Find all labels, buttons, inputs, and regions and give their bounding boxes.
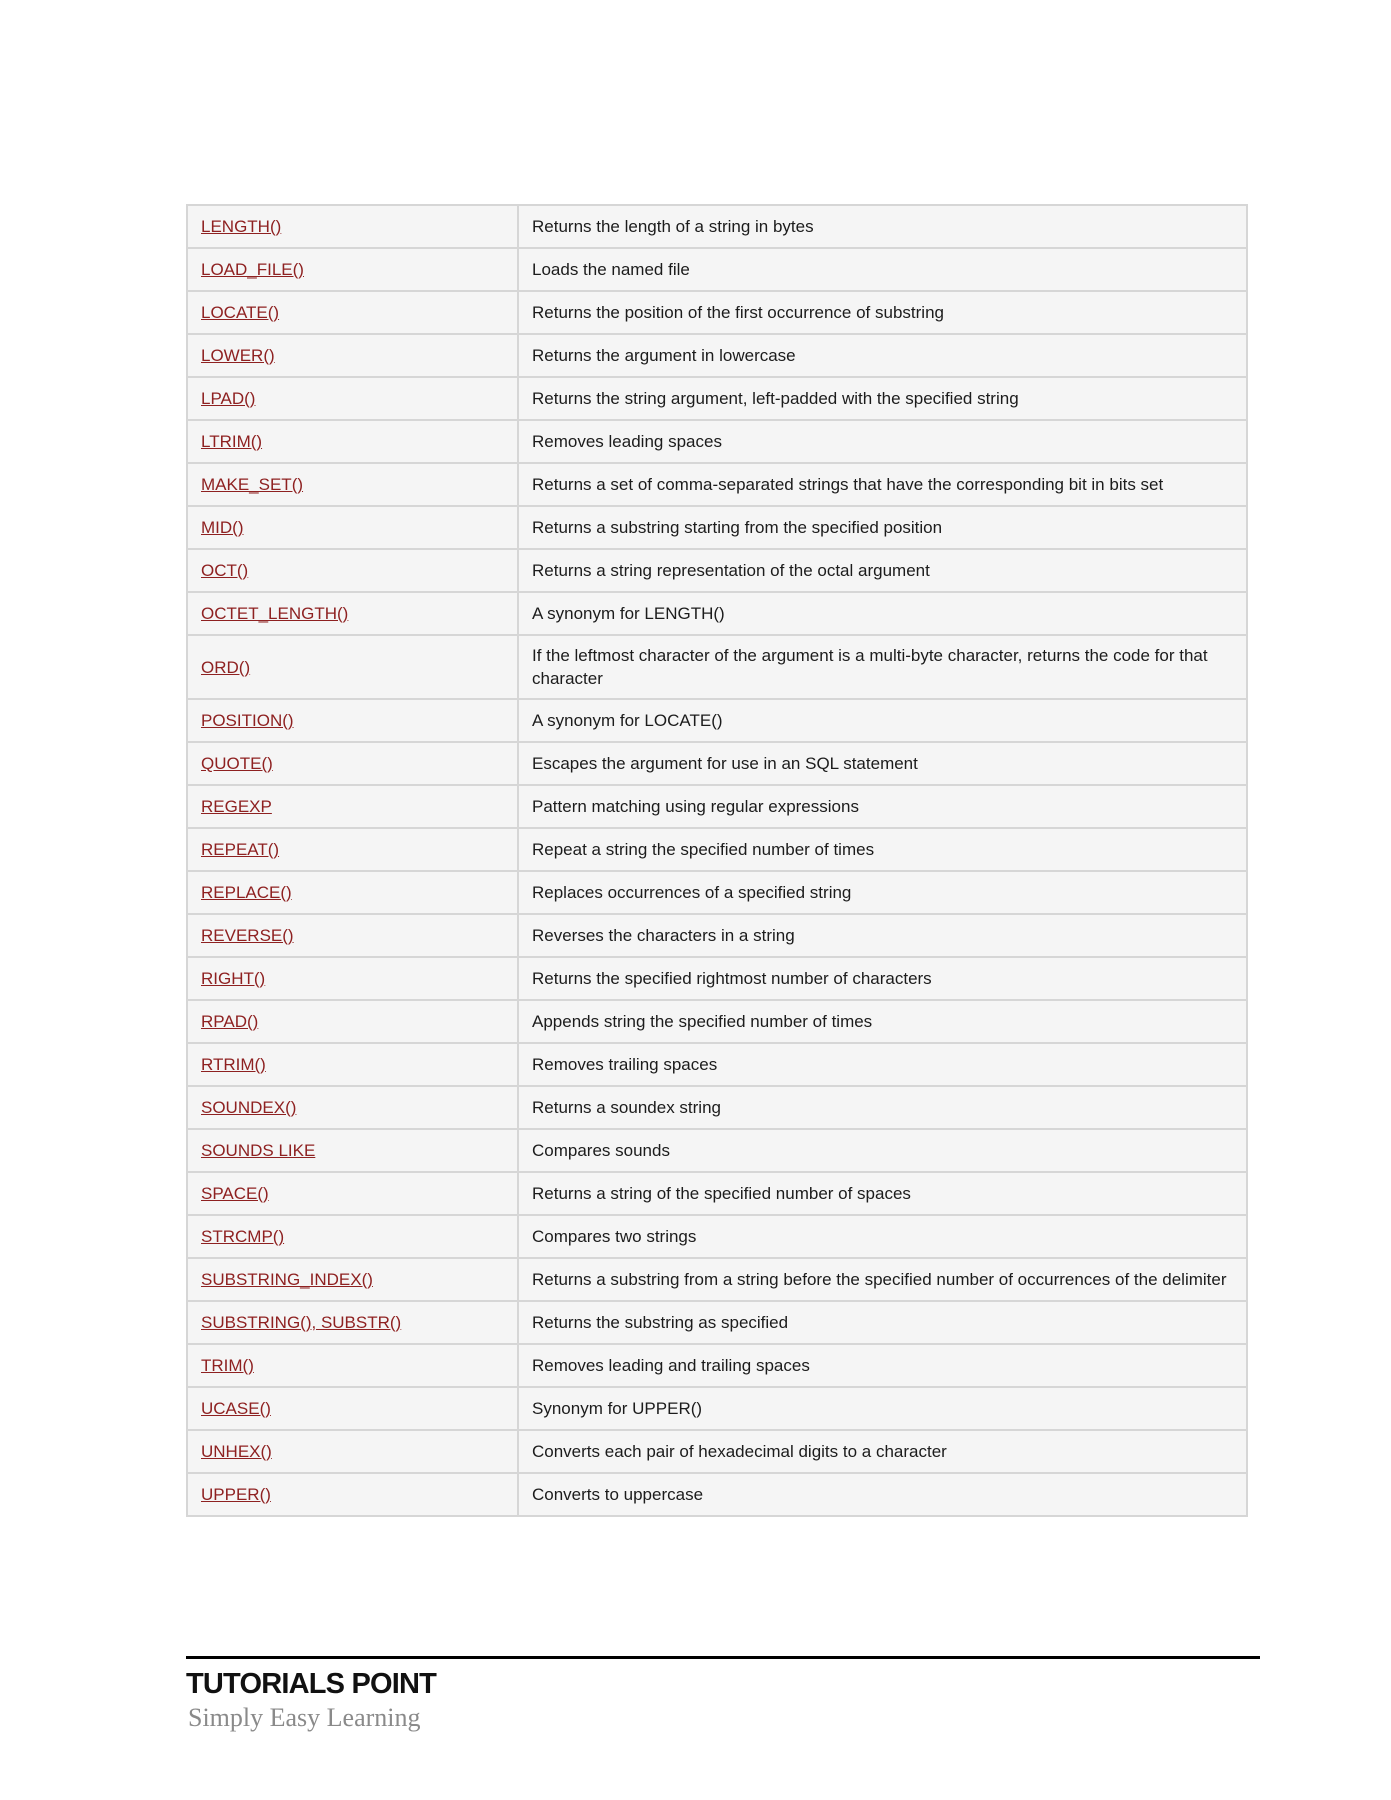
function-link[interactable]: LENGTH() [201, 217, 282, 236]
function-link[interactable]: OCTET_LENGTH() [201, 604, 349, 623]
function-description: Returns a substring starting from the specified position [518, 506, 1247, 549]
function-link[interactable]: SPACE() [201, 1184, 269, 1203]
table-row [187, 742, 1247, 785]
function-cell [187, 828, 518, 871]
table-row [187, 420, 1247, 463]
function-cell [187, 871, 518, 914]
table-row [187, 205, 1247, 248]
function-link[interactable]: SOUNDS LIKE [201, 1141, 316, 1160]
function-cell [187, 463, 518, 506]
function-link[interactable]: LOWER() [201, 346, 275, 365]
table-row [187, 828, 1247, 871]
function-cell [187, 291, 518, 334]
table-row [187, 334, 1247, 377]
function-cell [187, 334, 518, 377]
table-row [187, 1387, 1247, 1430]
function-description: Returns a string of the specified number of spaces [518, 1172, 1247, 1215]
table-row [187, 377, 1247, 420]
function-description: Returns a set of comma-separated strings that have the corresponding bit in bits set [518, 463, 1247, 506]
function-cell [187, 1473, 518, 1516]
function-description: Appends string the specified number of times [518, 1000, 1247, 1043]
function-link[interactable]: REPLACE() [201, 883, 292, 902]
function-link[interactable]: UPPER() [201, 1485, 271, 1504]
table-row [187, 871, 1247, 914]
table-row [187, 1215, 1247, 1258]
table-row [187, 549, 1247, 592]
function-description: Removes leading spaces [518, 420, 1247, 463]
function-description: Returns the argument in lowercase [518, 334, 1247, 377]
function-cell [187, 1129, 518, 1172]
function-cell [187, 248, 518, 291]
function-link[interactable]: QUOTE() [201, 754, 273, 773]
function-link[interactable]: RPAD() [201, 1012, 259, 1031]
function-cell [187, 742, 518, 785]
function-description: Returns a soundex string [518, 1086, 1247, 1129]
function-link[interactable]: ORD() [201, 657, 251, 677]
function-link[interactable]: TRIM() [201, 1356, 254, 1375]
function-link[interactable]: OCT() [201, 561, 249, 580]
table-row [187, 592, 1247, 635]
function-cell [187, 1344, 518, 1387]
function-cell [187, 1387, 518, 1430]
function-description: Replaces occurrences of a specified string [518, 871, 1247, 914]
function-description: Converts to uppercase [518, 1473, 1247, 1516]
function-description: Returns the position of the first occurrence of substring [518, 291, 1247, 334]
function-link[interactable]: SUBSTRING(), SUBSTR() [201, 1313, 402, 1332]
function-cell [187, 1000, 518, 1043]
function-cell [187, 1258, 518, 1301]
table-row [187, 785, 1247, 828]
function-cell [187, 205, 518, 248]
function-cell [187, 1172, 518, 1215]
table-row [187, 1301, 1247, 1344]
function-description: Compares sounds [518, 1129, 1247, 1172]
function-link[interactable]: RTRIM() [201, 1055, 266, 1074]
function-link[interactable]: LOAD_FILE() [201, 260, 304, 279]
table-row [187, 463, 1247, 506]
function-cell [187, 506, 518, 549]
function-description: Reverses the characters in a string [518, 914, 1247, 957]
function-description: Converts each pair of hexadecimal digits to a character [518, 1430, 1247, 1473]
function-cell [187, 1215, 518, 1258]
table-row [187, 1430, 1247, 1473]
brand-tagline: Simply Easy Learning [188, 1703, 421, 1732]
function-description: Returns the substring as specified [518, 1301, 1247, 1344]
table-row [187, 291, 1247, 334]
table-row [187, 1258, 1247, 1301]
table-row [187, 1086, 1247, 1129]
table-row [187, 635, 1247, 699]
table-row [187, 1473, 1247, 1516]
function-cell [187, 699, 518, 742]
footer-divider [186, 1656, 1260, 1659]
function-link[interactable]: STRCMP() [201, 1227, 285, 1246]
function-link[interactable]: REPEAT() [201, 840, 280, 859]
function-description: Returns the specified rightmost number of characters [518, 957, 1247, 1000]
string-functions-table [186, 204, 1248, 1517]
function-cell [187, 635, 518, 699]
table-row [187, 248, 1247, 291]
table-row [187, 699, 1247, 742]
table-row [187, 1129, 1247, 1172]
function-description: Returns the length of a string in bytes [518, 205, 1247, 248]
function-link[interactable]: REVERSE() [201, 926, 294, 945]
function-cell [187, 1086, 518, 1129]
function-cell [187, 549, 518, 592]
function-description: Removes leading and trailing spaces [518, 1344, 1247, 1387]
function-description: Escapes the argument for use in an SQL statement [518, 742, 1247, 785]
function-description: If the leftmost character of the argument is a multi-byte character, returns the code for that character [518, 635, 1247, 699]
function-cell [187, 377, 518, 420]
function-link[interactable]: UNHEX() [201, 1442, 272, 1461]
function-description: A synonym for LOCATE() [518, 699, 1247, 742]
string-functions-table-body [187, 205, 1247, 1516]
function-description: Synonym for UPPER() [518, 1387, 1247, 1430]
table-row [187, 914, 1247, 957]
function-description: Loads the named file [518, 248, 1247, 291]
function-description: Pattern matching using regular expressions [518, 785, 1247, 828]
function-cell [187, 914, 518, 957]
function-description: Returns the string argument, left-padded with the specified string [518, 377, 1247, 420]
table-row [187, 506, 1247, 549]
function-link[interactable]: SOUNDEX() [201, 1098, 297, 1117]
function-cell [187, 420, 518, 463]
function-description: Returns a substring from a string before the specified number of occurrences of the delimiter [518, 1258, 1247, 1301]
table-row [187, 1000, 1247, 1043]
function-link[interactable]: REGEXP [201, 797, 272, 816]
function-cell [187, 785, 518, 828]
function-cell [187, 1430, 518, 1473]
function-description: Returns a string representation of the octal argument [518, 549, 1247, 592]
table-row [187, 957, 1247, 1000]
function-link[interactable]: UCASE() [201, 1399, 271, 1418]
function-description: Repeat a string the specified number of times [518, 828, 1247, 871]
function-description: Compares two strings [518, 1215, 1247, 1258]
function-link[interactable]: SUBSTRING_INDEX() [201, 1270, 373, 1289]
function-link[interactable]: POSITION() [201, 711, 294, 730]
function-cell [187, 1301, 518, 1344]
function-link[interactable]: MID() [201, 518, 244, 537]
string-functions-table-container [186, 204, 1248, 1517]
function-link[interactable]: LPAD() [201, 389, 256, 408]
function-cell [187, 1043, 518, 1086]
function-link[interactable]: MAKE_SET() [201, 475, 304, 494]
function-link[interactable]: RIGHT() [201, 969, 266, 988]
function-link[interactable]: LTRIM() [201, 432, 263, 451]
brand-title: TUTORIALS POINT [186, 1668, 437, 1700]
function-link[interactable]: LOCATE() [201, 303, 280, 322]
table-row [187, 1043, 1247, 1086]
function-description: Removes trailing spaces [518, 1043, 1247, 1086]
function-cell [187, 957, 518, 1000]
table-row [187, 1172, 1247, 1215]
function-description: A synonym for LENGTH() [518, 592, 1247, 635]
function-cell [187, 592, 518, 635]
table-row [187, 1344, 1247, 1387]
